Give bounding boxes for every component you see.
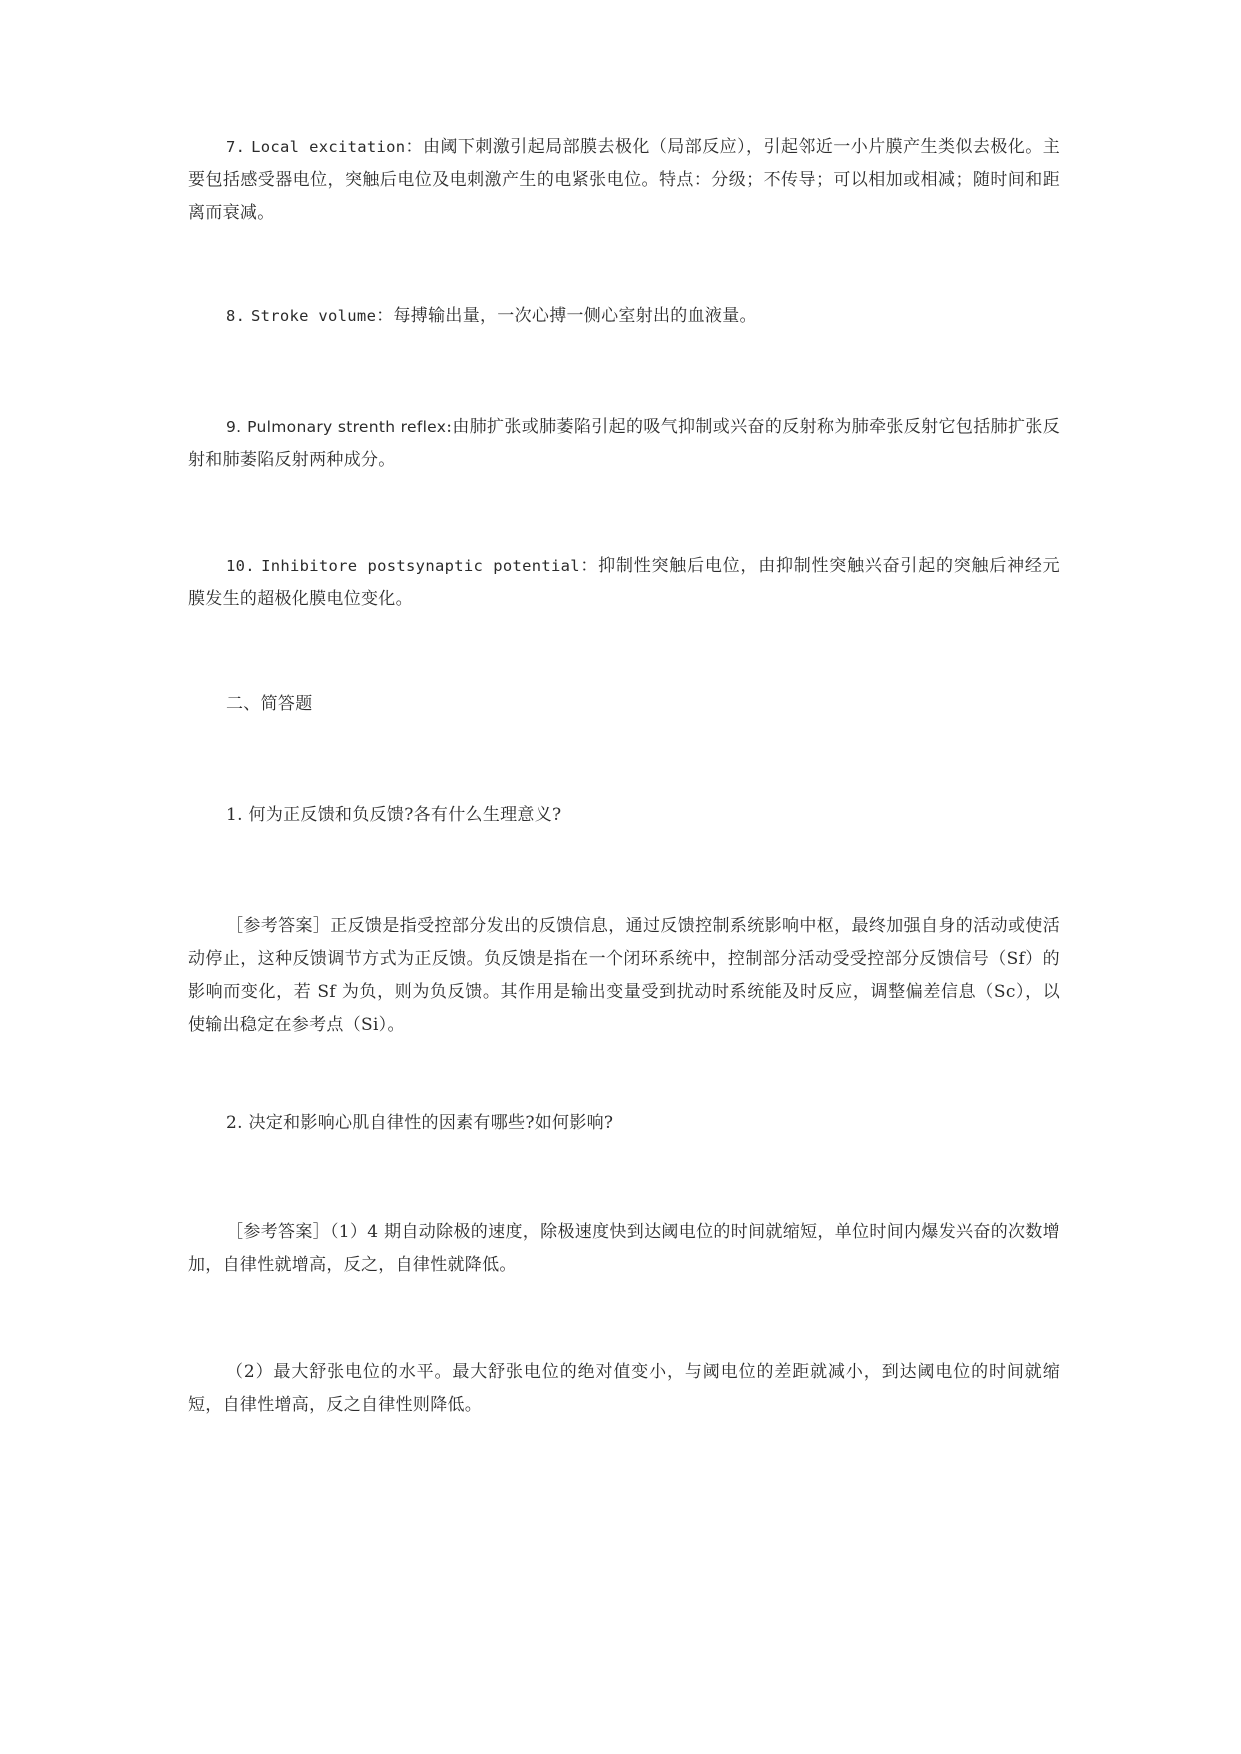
- term-definition: :由肺扩张或肺萎陷引起的吸气抑制或兴奋的反射称为肺牵张反射它包括肺扩张反射和肺萎陷反射两种成分。: [188, 417, 1061, 470]
- answer-1: ［参考答案］正反馈是指受控部分发出的反馈信息，通过反馈控制系统影响中枢，最终加强自身的活动或使活动停止，这种反馈调节方式为正反馈。负反馈是指在一个闭环系统中，控制部分活动受受控部分反馈信号（Sf）的影响而变化，若 Sf 为负，则为负反馈。其作用是输出变量受到扰动时系统能及时反应，调整偏差信息（Sc），以使输出稳定在参考点（Si）。: [188, 916, 1060, 1035]
- term-number: 10.: [226, 557, 255, 575]
- term-name: Local excitation: [251, 138, 406, 156]
- term-definition: ：抑制性突触后电位，由抑制性突触兴奋引起的突触后神经元膜发生的超极化膜电位变化。: [188, 556, 1060, 609]
- term-definition: ：由阈下刺激引起局部膜去极化（局部反应），引起邻近一小片膜产生类似去极化。主要包括感受器电位，突触后电位及电刺激产生的电紧张电位。特点：分级；不传导；可以相加或相减；随时间和距离而衰减。: [188, 137, 1060, 223]
- term-definition: ：每搏输出量，一次心搏一侧心室射出的血液量。: [376, 306, 757, 326]
- section-heading: 二、简答题: [226, 694, 313, 714]
- term-name: Stroke volume: [250, 307, 377, 325]
- question-2: 2. 决定和影响心肌自律性的因素有哪些?如何影响?: [226, 1113, 614, 1133]
- paragraph-term-7: [188, 131, 1060, 230]
- paragraph-term-8: [188, 300, 1060, 333]
- term-number: 7.: [226, 138, 246, 156]
- paragraph-term-10: [188, 550, 1060, 616]
- question-1: 1. 何为正反馈和负反馈?各有什么生理意义?: [226, 805, 562, 825]
- term-number: 8.: [226, 307, 246, 325]
- term-name: Inhibitore postsynaptic potential: [261, 557, 580, 575]
- answer-2b: （2）最大舒张电位的水平。最大舒张电位的绝对值变小，与阈电位的差距就减小，到达阈电位的时间就缩短，自律性增高，反之自律性则降低。: [188, 1362, 1060, 1415]
- answer-2a: ［参考答案］（1）4 期自动除极的速度，除极速度快到达阈电位的时间就缩短，单位时间内爆发兴奋的次数增加，自律性就增高，反之，自律性就降低。: [188, 1222, 1060, 1275]
- paragraph-term-9: [188, 411, 1060, 477]
- term-number: 9.: [226, 418, 242, 436]
- term-name: Pulmonary strenth reflex: [247, 418, 447, 436]
